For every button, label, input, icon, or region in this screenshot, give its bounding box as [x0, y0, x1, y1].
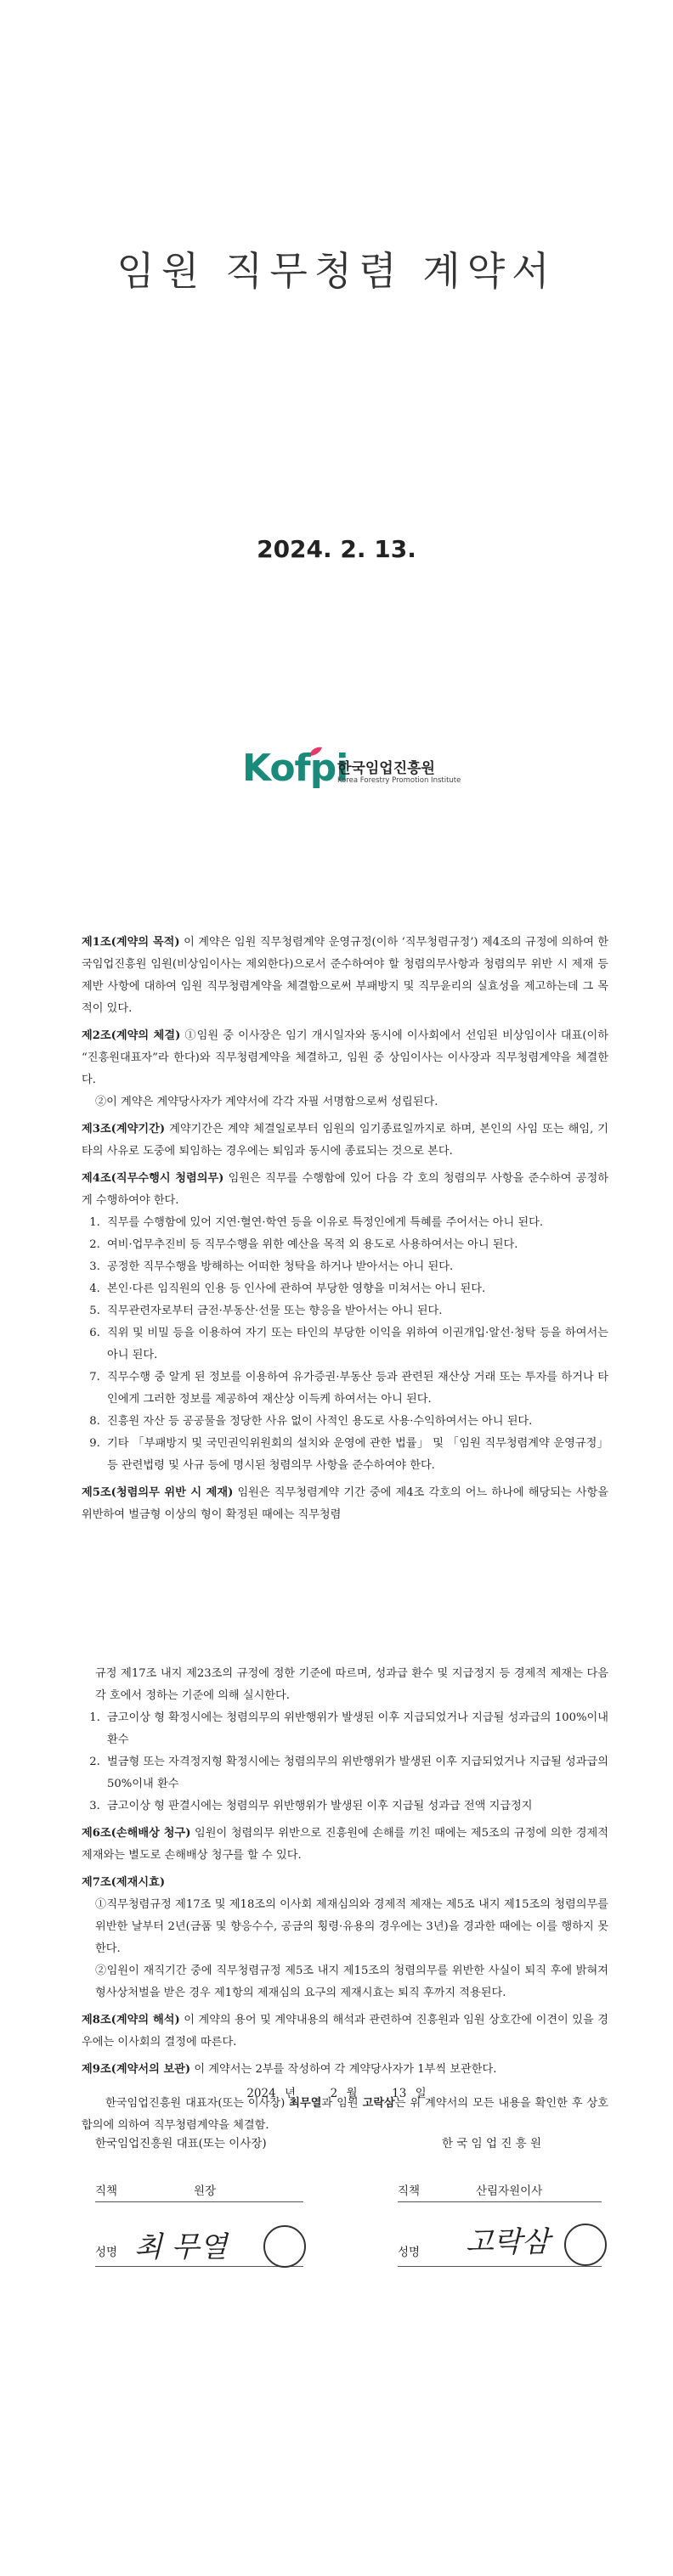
article-7-para-2: ②임원이 재직기간 중에 직무청렴규정 제5조 내지 제15조의 청렴의무를 위반한 사실이 퇴직 후에 밝혀져 형사상처벌을 받은 경우 제1항의 제재심의 요구의 제재시효는 퇴직 후까지 적용된다. — [95, 1964, 608, 1999]
article-2-text: ①임원 중 이사장은 임기 개시일자와 동시에 이사회에서 선임된 비상임이사 대표(이하 “진흥원대표자”라 한다)와 직무청렴계약을 체결하고, 임원 중 상임이사는 이사장과 직무청렴계약을 체결한다. — [82, 1029, 608, 1086]
contract-date: 2024. 2. 13. — [257, 535, 416, 563]
left-position-label: 직책 — [95, 2184, 118, 2198]
page-title: 임원 직무청렴 계약서 — [116, 248, 557, 294]
article-5-text: 임원은 직무청렴계약 기간 중에 제4조 각호의 어느 하나에 해당되는 사항을 위반하여 벌금형 이상의 형이 확정된 때에는 직무청렴 — [82, 1486, 609, 1521]
executive-name: 고락삼 — [362, 2097, 395, 2110]
closing-part-1: 한국임업진흥원 대표자(또는 이사장) — [105, 2097, 290, 2110]
article-1 — [82, 932, 608, 1020]
article-6-heading: 제6조(손해배상 청구) — [82, 1827, 191, 1840]
list-item: 2. 벌금형 또는 자격정지형 확정시에는 청렴의무의 위반행위가 발생된 이후 지급되었거나 지급될 성과급의 50%이내 환수 — [104, 1751, 608, 1795]
article-3 — [82, 1119, 608, 1163]
list-item: 4. 본인·다른 임직원의 인용 등 인사에 관하여 부당한 영향을 미쳐서는 아니 된다. — [104, 1278, 608, 1300]
left-name-underline — [95, 2266, 303, 2267]
article-7-heading: 제7조(제재시효) — [82, 1876, 166, 1889]
article-1-text: 이 계약은 임원 직무청렴계약 운영규정(이하 ‘직무청렴규정’) 제4조의 규정에 의하여 한국임업진흥원 임원(비상임이사는 제외한다)으로서 준수하여야 할 청렴의무사항과 청렴의무 위반 시 제재 등 제반 사항에 대하여 임원 직무청렴계약을 체결함으로써 부패방지 및 직무윤리의 실효성을 제고하는데 그 목적이 있다. — [82, 936, 608, 1015]
list-item: 5. 직무관련자로부터 금전·부동산·선물 또는 향응을 받아서는 아니 된다. — [104, 1300, 608, 1322]
left-name-label: 성명 — [95, 2246, 118, 2259]
list-item: 3. 금고이상 형 판결시에는 청렴의무 위반행위가 발생된 이후 지급될 성과급 전액 지급정지 — [104, 1795, 608, 1818]
article-9-text: 이 계약서는 2부를 작성하여 각 계약당사자가 1부씩 보관한다. — [190, 2063, 497, 2076]
article-1-heading: 제1조(계약의 목적) — [82, 936, 180, 949]
list-item: 2. 여비·업무추진비 등 직무수행을 위한 예산을 목적 외 용도로 사용하여서는 아니 된다. — [104, 1234, 608, 1256]
article-9-heading: 제9조(계약서의 보관) — [82, 2063, 191, 2076]
sign-month: 2 — [330, 2087, 338, 2100]
list-item: 6. 직위 및 비밀 등을 이용하여 자기 또는 타인의 부당한 이익을 위하여 이권개입·알선·청탁 등을 하여서는 아니 된다. — [104, 1322, 608, 1367]
article-2-heading: 제2조(계약의 체결) — [82, 1029, 181, 1042]
list-item: 1. 직무를 수행함에 있어 지연·혈연·학연 등을 이유로 특정인에게 특혜를 주어서는 아니 된다. — [104, 1212, 608, 1234]
article-4-list — [82, 1212, 608, 1477]
article-2 — [82, 1025, 608, 1091]
left-position-value: 원장 — [194, 2184, 217, 2198]
sign-year: 2024 — [246, 2087, 276, 2100]
article-6 — [82, 1823, 608, 1867]
contract-body-page2 — [82, 1663, 608, 2142]
list-item: 9. 기타 「부패방지 및 국민권익위원회의 설치와 운영에 관한 법률」 및 「임원 직무청렴계약 운영규정」 등 관련법령 및 사규 등에 명시된 청렴의무 사항을 준수하여야 한다. — [104, 1433, 608, 1477]
article-7-para-1: ①직무청렴규정 제17조 및 제18조의 이사회 제재심의와 경제적 제재는 제5조 내지 제15조의 청렴의무를 위반한 날부터 2년(금품 및 향응수수, 공금의 횡령·유용의 경우에는 3년)을 경과한 때에는 이를 행하지 못한다. — [95, 1898, 608, 1955]
list-item: 1. 금고이상 형 확정시에는 청렴의무의 위반행위가 발생된 이후 지급되었거나 지급될 성과급의 100%이내 환수 — [104, 1707, 608, 1751]
article-5 — [82, 1482, 608, 1526]
left-position-underline — [95, 2201, 303, 2202]
article-3-heading: 제3조(계약기간) — [82, 1123, 166, 1136]
left-seal-mark — [263, 2225, 306, 2268]
closing-part-3: 는 위 계약서의 모든 내용을 확인한 후 상호합의에 의하여 직무청렴계약을 체결함. — [82, 2097, 608, 2132]
article-8-text: 이 계약의 용어 및 계약내용의 해석과 관련하여 진흥원과 임원 상호간에 이견이 있을 경우에는 이사회의 결정에 따른다. — [82, 2014, 608, 2049]
closing-part-2: 과 임원 — [321, 2097, 363, 2110]
logo-name-ko: 한국임업진흥원 — [337, 760, 435, 777]
article-4-heading: 제4조(직무수행시 청렴의무) — [82, 1172, 224, 1185]
kofpi-logo — [242, 747, 463, 798]
sign-day-unit: 일 — [415, 2087, 427, 2100]
list-item: 7. 직무수행 중 알게 된 정보를 이용하여 유가증권·부동산 등과 관련된 재산상 거래 또는 투자를 하거나 타인에게 그러한 정보를 제공하여 재산상 이득케 하여서는 아니 된다. — [104, 1367, 608, 1411]
list-item: 8. 진흥원 자산 등 공공물을 정당한 사유 없이 사적인 용도로 사용·수익하여서는 아니 된다. — [104, 1411, 608, 1433]
article-2-para-2: ②이 계약은 계약당사자가 계약서에 각각 자필 서명함으로써 성립된다. — [95, 1096, 438, 1108]
right-name-label: 성명 — [398, 2246, 421, 2259]
article-5-continued: 규정 제17조 내지 제23조의 규정에 정한 기준에 따르며, 성과급 환수 및 지급정지 등 경제적 제재는 다음 각 호에서 정하는 기준에 의해 실시한다. — [95, 1667, 608, 1702]
logo-mark: Kofpi — [242, 747, 348, 790]
article-4-text: 임원은 직무를 수행함에 있어 다음 각 호의 청렴의무 사항을 준수하여 공정하게 수행하여야 한다. — [82, 1172, 608, 1207]
article-7 — [82, 1872, 608, 1894]
right-party-org: 한 국 임 업 진 흥 원 — [442, 2137, 542, 2150]
representative-name: 최무열 — [289, 2097, 322, 2110]
sign-year-unit: 년 — [284, 2087, 297, 2100]
sign-day: 13 — [392, 2087, 407, 2100]
right-signature: 고락삼 — [466, 2225, 550, 2259]
left-party-org: 한국임업진흥원 대표(또는 이사장) — [95, 2137, 267, 2150]
article-6-text: 임원이 청렴의무 위반으로 진흥원에 손해를 끼친 때에는 제5조의 규정에 의한 경제적 제재와는 별도로 손해배상 청구를 할 수 있다. — [82, 1827, 608, 1862]
article-9 — [82, 2059, 608, 2081]
article-4 — [82, 1168, 608, 1212]
article-5-list — [82, 1707, 608, 1818]
right-position-value: 산림자원이사 — [476, 2184, 543, 2198]
article-8-heading: 제8조(계약의 해석) — [82, 2014, 180, 2026]
article-5-heading: 제5조(청렴의무 위반 시 제재) — [82, 1486, 234, 1499]
right-position-underline — [398, 2201, 602, 2202]
left-signature: 최 무열 — [134, 2230, 228, 2264]
logo-name-en: Korea Forestry Promotion Institute — [337, 776, 461, 785]
right-name-underline — [398, 2266, 602, 2267]
sign-date — [0, 2083, 673, 2100]
contract-body-page1 — [82, 932, 608, 1531]
right-position-label: 직책 — [398, 2184, 421, 2198]
right-seal-mark — [564, 2224, 607, 2266]
article-3-text: 계약기간은 계약 체결일로부터 임원의 임기종료일까지로 하며, 본인의 사임 또는 해임, 기타의 사유로 도중에 퇴임하는 경우에는 퇴임과 동시에 종료되는 것으로 본다. — [82, 1123, 608, 1158]
article-8 — [82, 2010, 608, 2054]
list-item: 3. 공정한 직무수행을 방해하는 어떠한 청탁을 하거나 받아서는 아니 된다. — [104, 1256, 608, 1278]
sign-month-unit: 월 — [346, 2087, 358, 2100]
